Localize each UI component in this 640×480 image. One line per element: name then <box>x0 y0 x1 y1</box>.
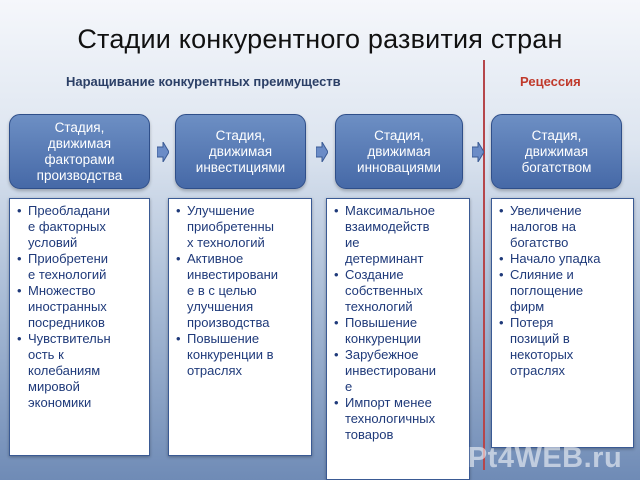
stage-box-factors: Стадия, движимая факторами производства <box>9 114 150 189</box>
panel-innovations <box>326 198 470 480</box>
arrow-right-icon <box>472 142 484 162</box>
bullet-item: • Потеря позиций в некоторых отраслях <box>510 315 627 379</box>
panel-investments <box>168 198 312 456</box>
panel-factors <box>9 198 150 456</box>
bullet-item: • Импорт менее технологичных товаров <box>345 395 463 443</box>
bullet-item: • Зарубежное инвестировани е <box>345 347 463 395</box>
bullet-item: • Увеличение налогов на богатство <box>510 203 627 251</box>
bullet-item: • Слияние и поглощение фирм <box>510 267 627 315</box>
bullet-item: • Повышение конкуренции <box>345 315 463 347</box>
bullet-item: • Создание собственных технологий <box>345 267 463 315</box>
bullet-item: • Максимальное взаимодейств ие детерминант <box>345 203 463 267</box>
stage-box-wealth: Стадия, движимая богатством <box>491 114 622 189</box>
bullet-item: • Активное инвестировани е в с целью улучшения производства <box>187 251 305 331</box>
bullet-item: • Улучшение приобретенны х технологий <box>187 203 305 251</box>
bullet-item: • Приобретени е технологий <box>28 251 143 283</box>
watermark: PPt4WEB.ru <box>448 442 623 474</box>
bullet-item: • Преобладани е факторных условий <box>28 203 143 251</box>
recession-divider-line <box>483 60 485 470</box>
subtitle-competitive-advantages: Наращивание конкурентных преимуществ <box>66 74 341 89</box>
stage-box-innovations: Стадия, движимая инновациями <box>335 114 463 189</box>
subtitle-recession: Рецессия <box>520 74 581 89</box>
arrow-right-icon <box>157 142 169 162</box>
bullet-item: • Повышение конкуренции в отраслях <box>187 331 305 379</box>
bullet-item: • Начало упадка <box>510 251 627 267</box>
bullet-item: • Множество иностранных посредников <box>28 283 143 331</box>
page-title: Стадии конкурентного развития стран <box>77 24 563 54</box>
stage-box-investments: Стадия, движимая инвестициями <box>175 114 306 189</box>
arrow-right-icon <box>316 142 328 162</box>
panel-wealth <box>491 198 634 448</box>
bullet-item: • Чувствительн ость к колебаниям мировой экономики <box>28 331 143 411</box>
